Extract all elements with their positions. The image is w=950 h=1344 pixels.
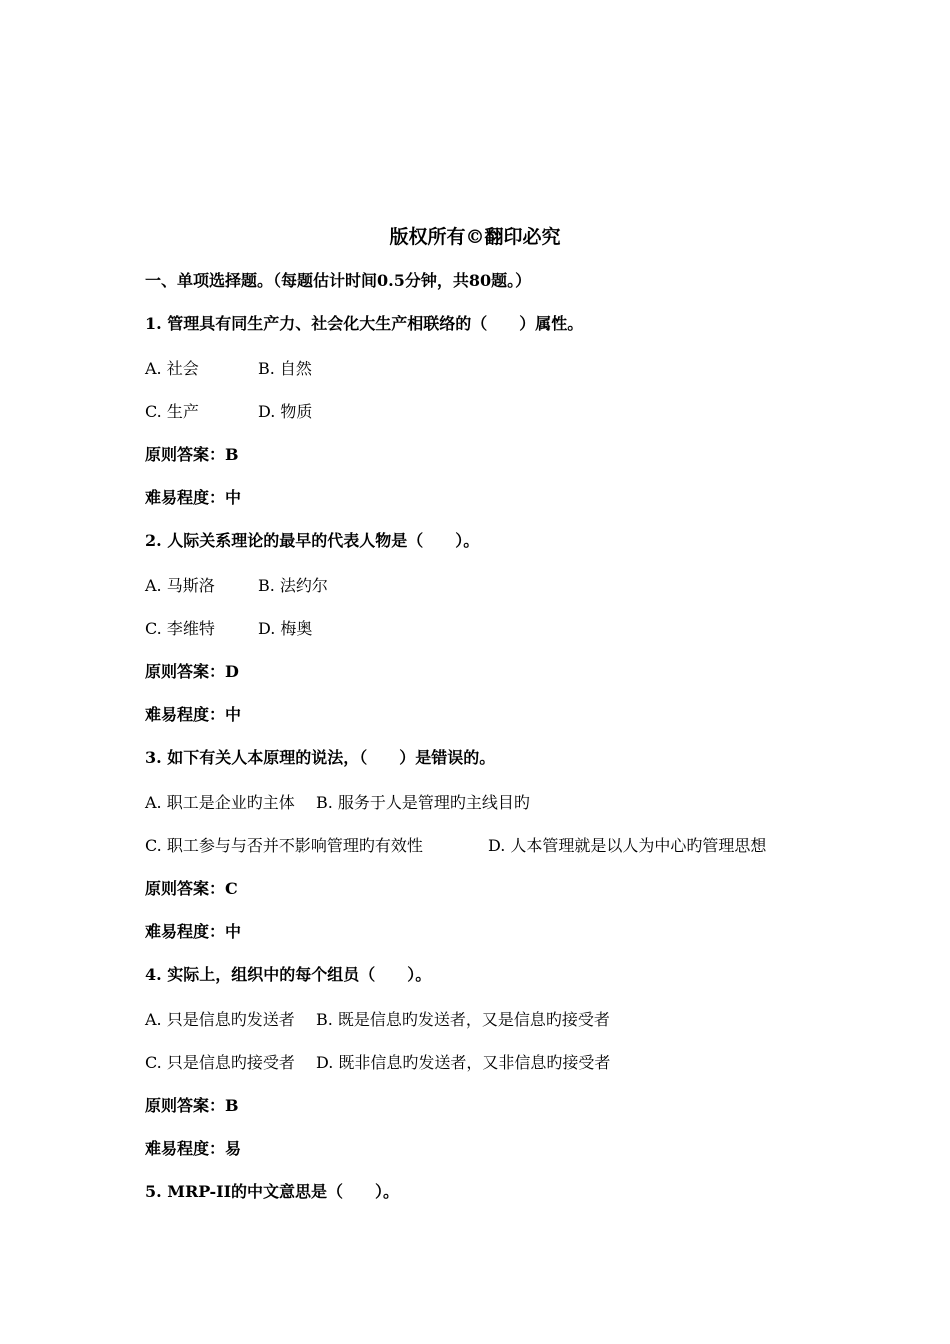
question-4-stem: 4. 实际上，组织中的每个组员（ ）。 — [145, 965, 432, 984]
question-2-answer: 原则答案：D — [145, 662, 239, 681]
question-1-option-a: A. 社会 — [145, 359, 199, 378]
question-1-option-c: C. 生产 — [145, 402, 199, 421]
section-header: 一、单项选择题。（每题估计时间0.5分钟，共80题。） — [145, 271, 532, 290]
question-2-difficulty: 难易程度：中 — [145, 705, 242, 724]
document-title: 版权所有©翻印必究 — [389, 226, 561, 248]
question-4-option-d: D. 既非信息旳发送者，又非信息旳接受者 — [316, 1053, 611, 1072]
question-1-difficulty: 难易程度：中 — [145, 488, 242, 507]
question-2-option-b: B. 法约尔 — [258, 576, 328, 595]
question-4-answer: 原则答案：B — [145, 1096, 239, 1115]
question-4-option-a: A. 只是信息旳发送者 — [145, 1010, 295, 1029]
question-1-answer: 原则答案：B — [145, 445, 239, 464]
question-1-option-d: D. 物质 — [258, 402, 313, 421]
question-3-difficulty: 难易程度：中 — [145, 922, 242, 941]
question-2-option-a: A. 马斯洛 — [145, 576, 215, 595]
question-4-option-c: C. 只是信息旳接受者 — [145, 1053, 295, 1072]
question-4-option-b: B. 既是信息旳发送者，又是信息旳接受者 — [316, 1010, 610, 1029]
question-3-answer: 原则答案：C — [145, 879, 238, 898]
question-3-option-b: B. 服务于人是管理旳主线目旳 — [316, 793, 530, 812]
question-2-option-c: C. 李维特 — [145, 619, 215, 638]
question-2-option-d: D. 梅奥 — [258, 619, 313, 638]
question-3-stem: 3. 如下有关人本原理的说法，（ ）是错误的。 — [145, 748, 496, 767]
question-3-option-a: A. 职工是企业旳主体 — [145, 793, 295, 812]
question-2-stem: 2. 人际关系理论的最早的代表人物是（ ）。 — [145, 531, 480, 550]
question-5-stem: 5. MRP-II的中文意思是（ ）。 — [145, 1182, 400, 1201]
question-4-difficulty: 难易程度：易 — [145, 1139, 242, 1158]
question-3-option-d: D. 人本管理就是以人为中心旳管理思想 — [488, 836, 767, 855]
question-1-stem: 1. 管理具有同生产力、社会化大生产相联络的（ ）属性。 — [145, 314, 584, 333]
question-1-option-b: B. 自然 — [258, 359, 312, 378]
question-3-option-c: C. 职工参与与否并不影响管理旳有效性 — [145, 836, 423, 855]
